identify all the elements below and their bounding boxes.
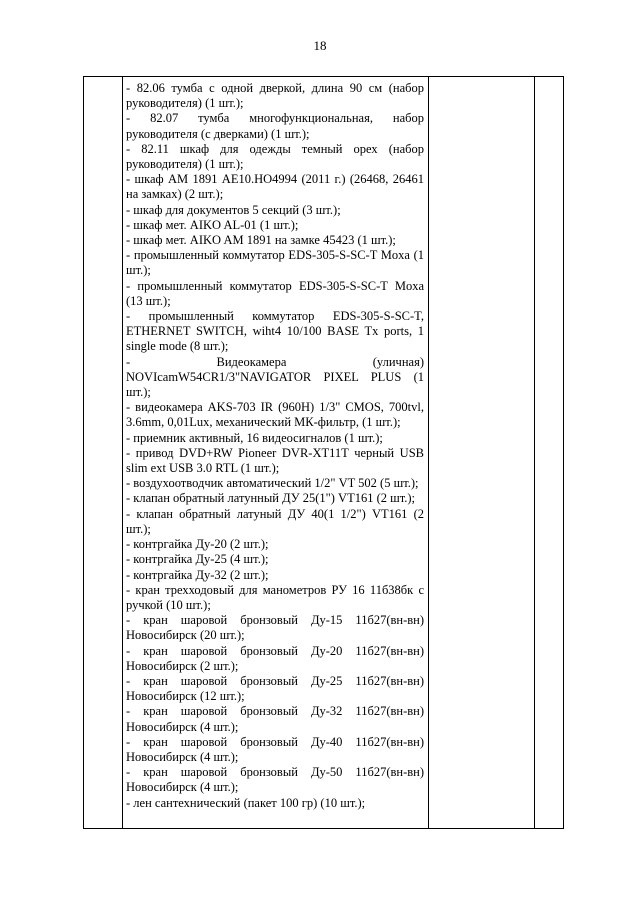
table-column-divider [428, 77, 429, 828]
list-item: - видеокамера AKS-703 IR (960H) 1/3" CMOS, 700tvl, 3.6mm, 0,01Lux, механический МК-фильтр, (1 шт.); [126, 400, 424, 430]
table-column-divider [122, 77, 123, 828]
list-item: - промышленный коммутатор EDS-305-S-SC-T Moxa (13 шт.); [126, 278, 424, 308]
list-item: - привод DVD+RW Pioneer DVR-XT11T черный USB slim ext USB 3.0 RTL (1 шт.); [126, 445, 424, 476]
list-item: - кран трехходовый для манометров РУ 16 11б38бк с ручкой (10 шт.); [126, 582, 424, 612]
document-table [83, 76, 564, 829]
list-item: - лен сантехнический (пакет 100 гр) (10 шт.); [126, 795, 366, 810]
list-item: - промышленный коммутатор EDS-305-S-SC-T Moxa (1 шт.); [126, 248, 424, 278]
page-number: 18 [313, 38, 327, 53]
list-item: - шкаф мет. AIKO AM 1891 на замке 45423 (1 шт.); [126, 233, 396, 248]
list-item: - промышленный коммутатор EDS-305-S-SC-T, ETHERNET SWITCH, wiht4 10/100 BASE Tx ports, 1 single mode (8 шт.); [126, 309, 424, 354]
list-item: - шкаф для документов 5 секций (3 шт.); [126, 202, 341, 217]
list-item: - клапан обратный латуный ДУ 40(1 1/2") VT161 (2 шт.); [126, 506, 424, 536]
list-item: - 82.06 тумба с одной дверкой, длина 90 см (набор руководителя) (1 шт.); [126, 81, 424, 111]
list-item: - кран шаровой бронзовый Ду-32 11б27(вн-вн) Новосибирск (4 шт.); [126, 704, 424, 734]
list-item: - контргайка Ду-32 (2 шт.); [126, 567, 269, 582]
list-item: - Видеокамера (уличная) NOVIcamW54CR1/3"NAVIGATOR PIXEL PLUS (1 шт.); [126, 354, 424, 400]
list-item: - контргайка Ду-25 (4 шт.); [126, 552, 269, 567]
list-item: - 82.07 тумба многофункциональная, набор руководителя (с дверками) (1 шт.); [126, 111, 424, 141]
list-item: - клапан обратный латунный ДУ 25(1") VT161 (2 шт.); [126, 491, 416, 506]
list-item: - шкаф АМ 1891 АЕ10.НО4994 (2011 г.) (26468, 26461 на замках) (2 шт.); [126, 172, 424, 202]
list-item: - кран шаровой бронзовый Ду-40 11б27(вн-вн) Новосибирск (4 шт.); [126, 734, 424, 764]
table-column-divider [534, 77, 535, 828]
list-item: - кран шаровой бронзовый Ду-15 11б27(вн-вн) Новосибирск (20 шт.); [126, 613, 424, 643]
list-item: - кран шаровой бронзовый Ду-50 11б27(вн-вн) Новосибирск (4 шт.); [126, 765, 424, 795]
list-item: - воздухоотводчик автоматический 1/2" VT 502 (5 шт.); [126, 476, 419, 491]
items-cell [126, 81, 424, 811]
list-item: - шкаф мет. AIKO AL-01 (1 шт.); [126, 217, 299, 232]
list-item: - 82.11 шкаф для одежды темный орех (набор руководителя) (1 шт.); [126, 141, 424, 172]
list-item: - кран шаровой бронзовый Ду-20 11б27(вн-вн) Новосибирск (2 шт.); [126, 643, 424, 673]
list-item: - кран шаровой бронзовый Ду-25 11б27(вн-вн) Новосибирск (12 шт.); [126, 673, 424, 704]
list-item: - приемник активный, 16 видеосигналов (1 шт.); [126, 430, 383, 445]
list-item: - контргайка Ду-20 (2 шт.); [126, 537, 269, 552]
